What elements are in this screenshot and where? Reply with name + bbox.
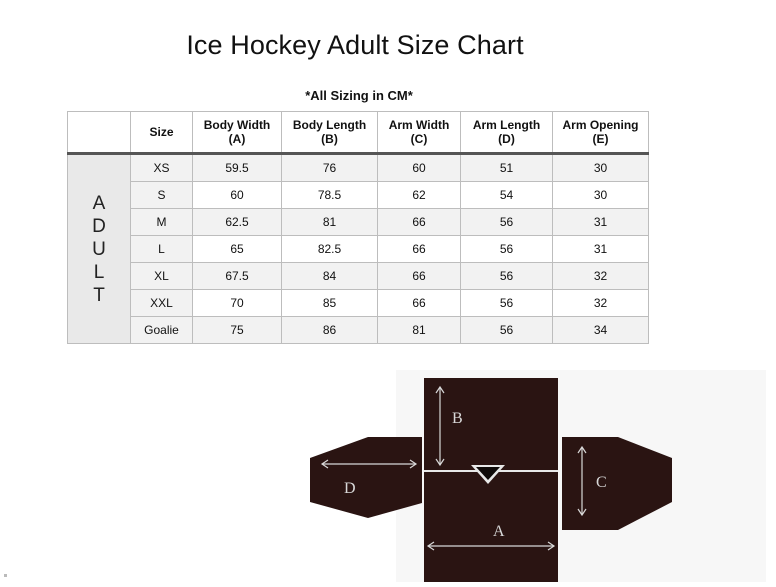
arm-opening-cell: 31 xyxy=(553,236,649,263)
sizing-units-note: *All Sizing in CM* xyxy=(305,88,413,103)
body-length-cell: 86 xyxy=(282,317,378,344)
table-row xyxy=(68,290,649,317)
arm-width-cell: 66 xyxy=(378,236,461,263)
body-width-cell: 75 xyxy=(193,317,282,344)
arm-width-cell: 81 xyxy=(378,317,461,344)
size-cell: XS xyxy=(131,154,193,182)
arm-opening-cell: 32 xyxy=(553,263,649,290)
adult-group-label: A D U L T xyxy=(68,154,131,344)
arm-opening-cell: 31 xyxy=(553,209,649,236)
left-sleeve xyxy=(310,437,422,518)
size-table xyxy=(67,111,649,344)
chart-title: Ice Hockey Adult Size Chart xyxy=(186,30,524,60)
size-cell: L xyxy=(131,236,193,263)
size-cell: S xyxy=(131,182,193,209)
body-width-cell: 67.5 xyxy=(193,263,282,290)
arm-width-cell: 66 xyxy=(378,290,461,317)
size-cell: M xyxy=(131,209,193,236)
label-b: B xyxy=(452,410,463,427)
arm-width-cell: 66 xyxy=(378,263,461,290)
label-d: D xyxy=(344,480,356,497)
header-group-blank xyxy=(68,112,131,154)
table-row xyxy=(68,317,649,344)
header-body-width: Body Width (A) xyxy=(193,112,282,154)
body-length-cell: 76 xyxy=(282,154,378,182)
arm-width-cell: 60 xyxy=(378,154,461,182)
arm-opening-cell: 34 xyxy=(553,317,649,344)
table-row xyxy=(68,209,649,236)
body-length-cell: 82.5 xyxy=(282,236,378,263)
body-width-cell: 59.5 xyxy=(193,154,282,182)
table-row xyxy=(68,263,649,290)
body-length-cell: 78.5 xyxy=(282,182,378,209)
size-cell: XXL xyxy=(131,290,193,317)
arm-width-cell: 66 xyxy=(378,209,461,236)
header-size: Size xyxy=(131,112,193,154)
arm-length-cell: 51 xyxy=(461,154,553,182)
header-arm-opening: Arm Opening (E) xyxy=(553,112,649,154)
arm-length-cell: 54 xyxy=(461,182,553,209)
body-width-cell: 60 xyxy=(193,182,282,209)
arm-opening-cell: 32 xyxy=(553,290,649,317)
arm-length-cell: 56 xyxy=(461,317,553,344)
body-width-cell: 62.5 xyxy=(193,209,282,236)
body-width-cell: 70 xyxy=(193,290,282,317)
arm-length-cell: 56 xyxy=(461,236,553,263)
table-row xyxy=(68,182,649,209)
header-arm-length: Arm Length (D) xyxy=(461,112,553,154)
table-row xyxy=(68,236,649,263)
jersey-measurement-diagram xyxy=(306,365,766,582)
size-cell: Goalie xyxy=(131,317,193,344)
header-arm-width: Arm Width (C) xyxy=(378,112,461,154)
arm-opening-cell: 30 xyxy=(553,182,649,209)
table-row xyxy=(68,154,649,182)
table-header-row xyxy=(68,112,649,154)
arm-length-cell: 56 xyxy=(461,209,553,236)
body-length-cell: 84 xyxy=(282,263,378,290)
arm-length-cell: 56 xyxy=(461,290,553,317)
body-length-cell: 81 xyxy=(282,209,378,236)
size-cell: XL xyxy=(131,263,193,290)
body-length-cell: 85 xyxy=(282,290,378,317)
arm-width-cell: 62 xyxy=(378,182,461,209)
label-a: A xyxy=(493,523,505,540)
body-width-cell: 65 xyxy=(193,236,282,263)
arm-opening-cell: 30 xyxy=(553,154,649,182)
arm-length-cell: 56 xyxy=(461,263,553,290)
header-body-length: Body Length (B) xyxy=(282,112,378,154)
label-c: C xyxy=(596,474,607,491)
corner-mark xyxy=(4,574,7,577)
